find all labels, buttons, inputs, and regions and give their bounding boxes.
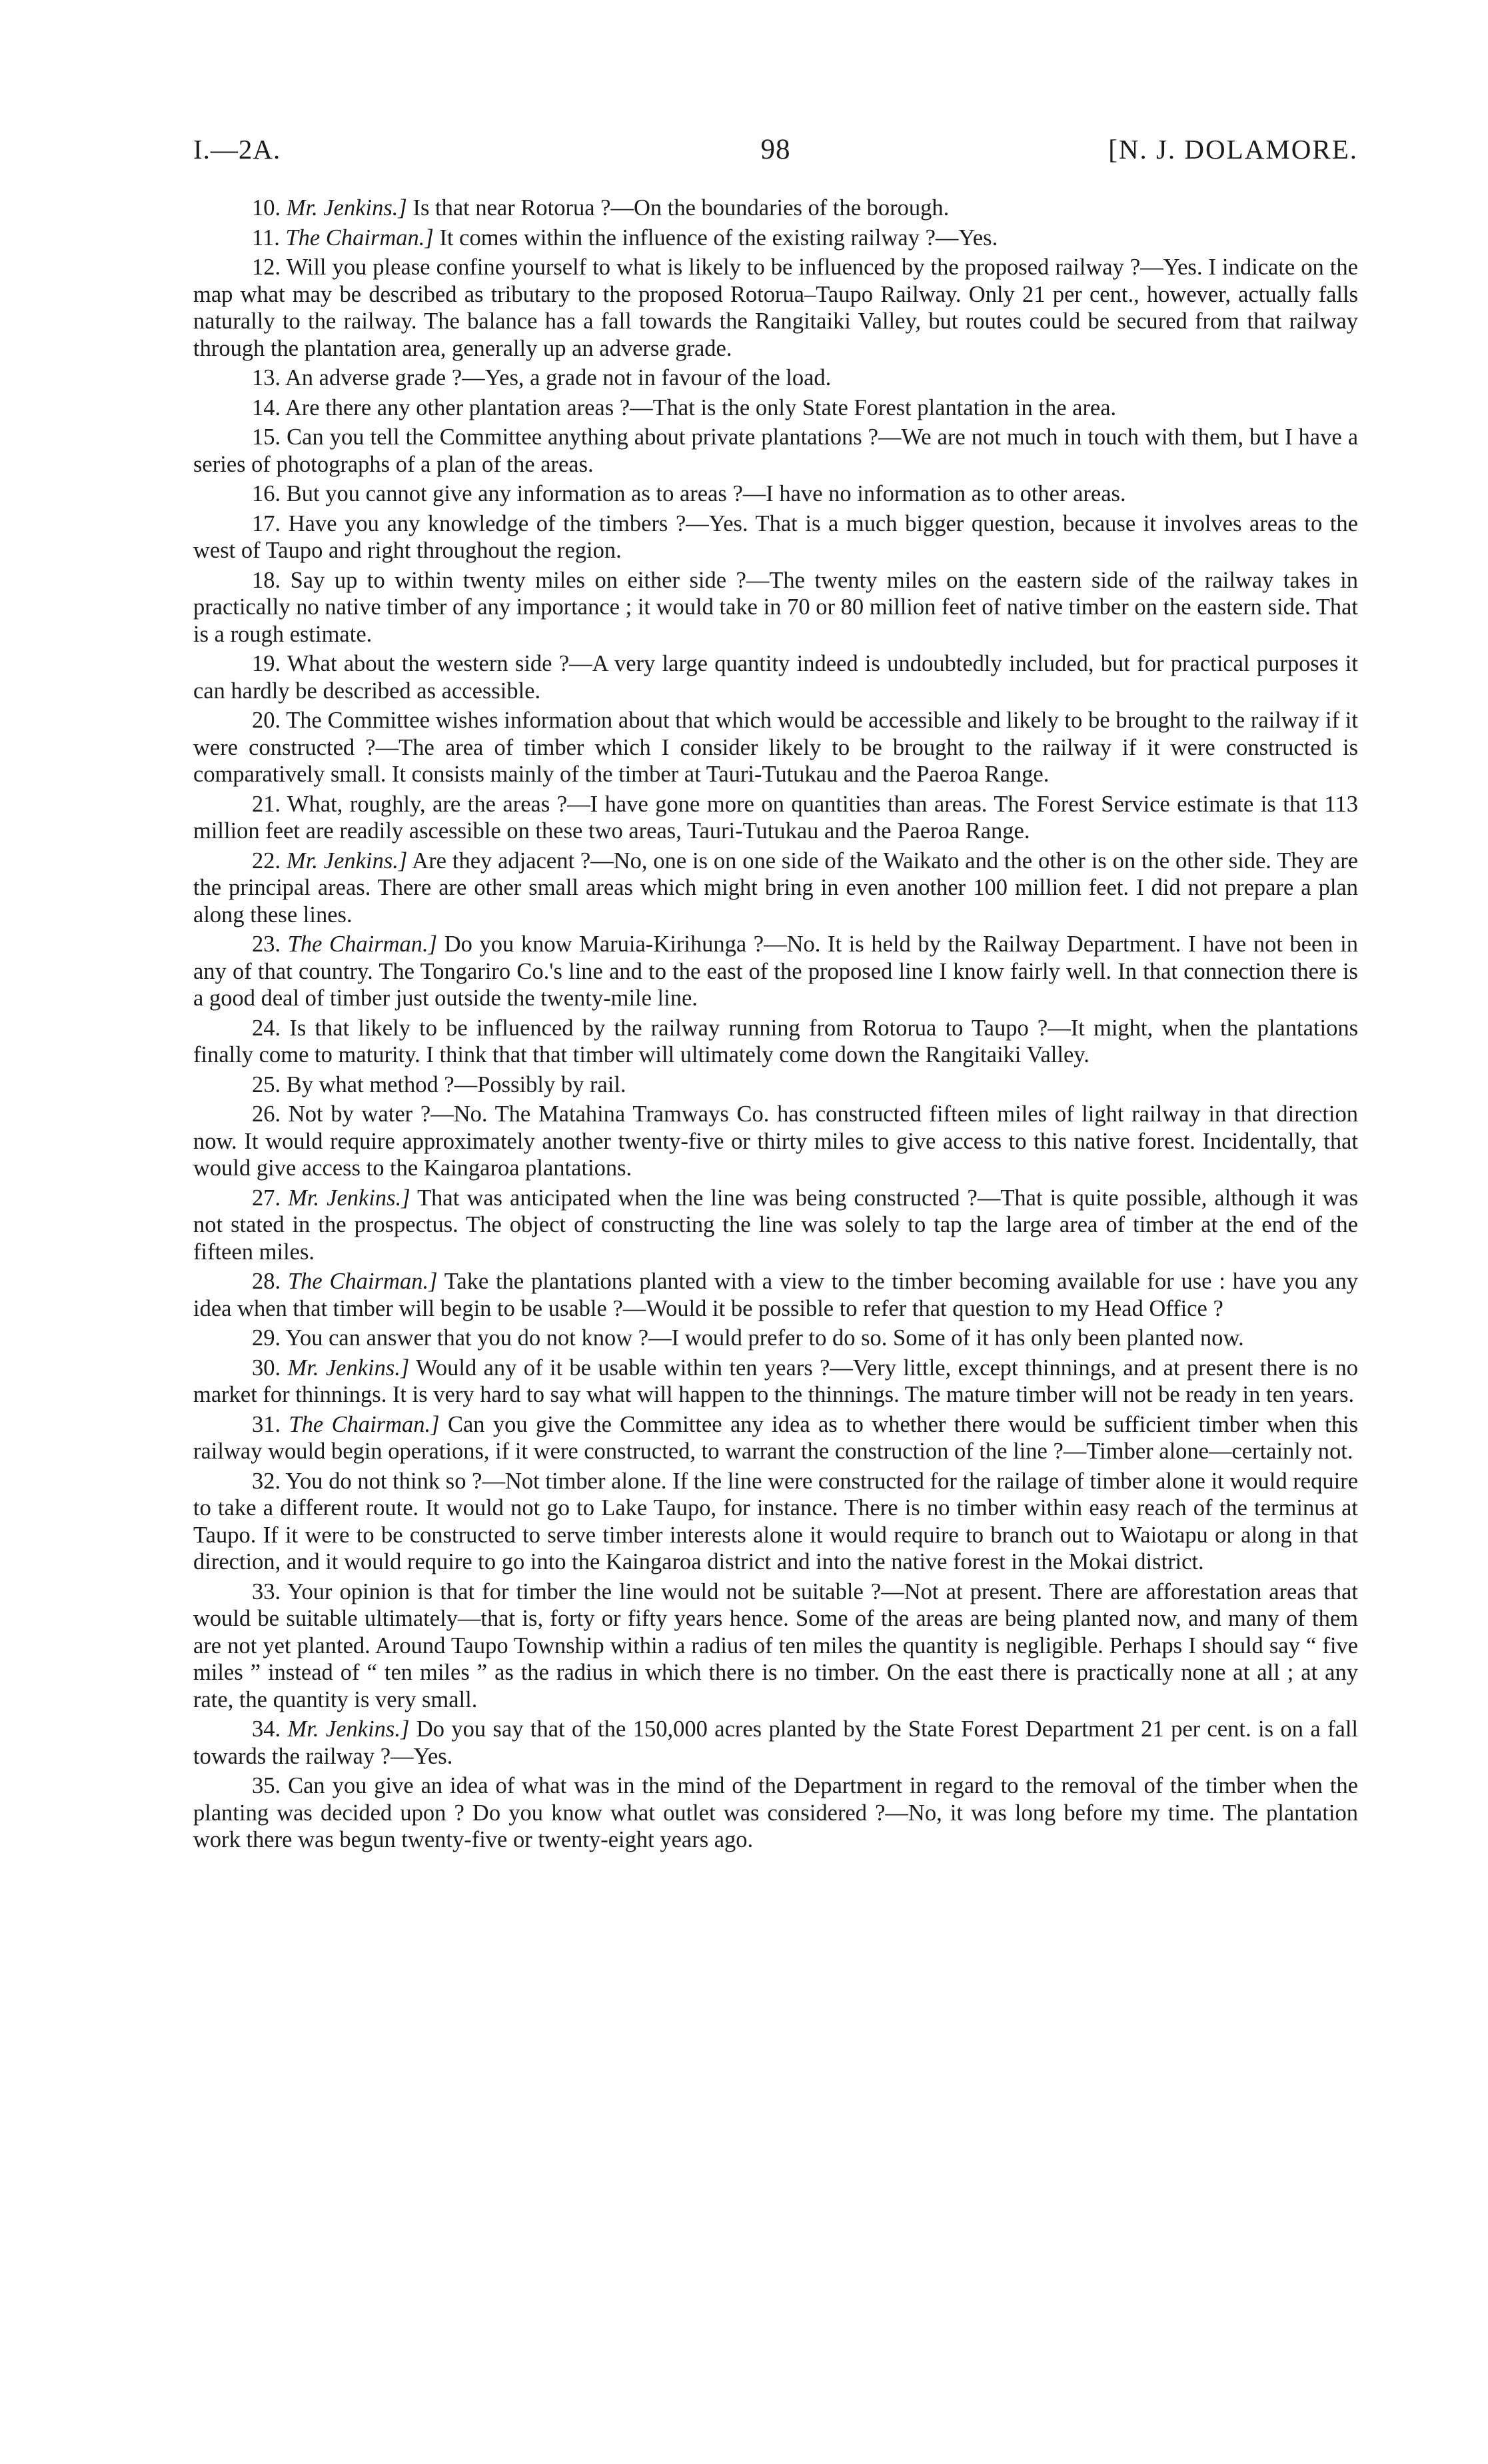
question-text: You do not think so ?—Not timber alone. If the line were constructed for the railage of timber alone it would require to take a different route. It would not go to Lake Taupo, for instance. There is no timber within easy reach of the terminus at Taupo. If it were to be constructed to serve timber interests alone it would require to branch out to Waiotapu or along in that direction, and it would require to go into the Kaingaroa district and into the native forest in the Mokai district. xyxy=(193,1468,1358,1574)
speaker: Mr. Jenkins.] xyxy=(287,1716,410,1742)
question-paragraph xyxy=(193,650,1358,704)
question-number: 16. xyxy=(252,481,281,506)
question-number: 24. xyxy=(252,1015,281,1041)
question-text: Your opinion is that for timber the line would not be suitable ?—Not at present. There are afforestation areas that would be suitable ultimately—that is, forty or fifty years hence. Some of the areas are being planted now, and many of them are not yet planted. Around Taupo Township within a radius of ten miles the quantity is negligible. Perhaps I should say “ five miles ” instead of “ ten miles ” as the radius in which there is no timber. On the east there is practically none at all ; at any rate, the quantity is very small. xyxy=(193,1578,1358,1712)
question-paragraph xyxy=(193,1015,1358,1069)
question-paragraph xyxy=(193,1185,1358,1266)
question-number: 33. xyxy=(252,1578,281,1604)
question-number: 11. xyxy=(252,225,280,251)
speaker: Mr. Jenkins.] xyxy=(288,1185,410,1211)
question-text: By what method ?—Possibly by rail. xyxy=(286,1071,626,1097)
question-text: Would any of it be usable within ten years ?—Very little, except thinnings, and at present there is no market for thinnings. It is very hard to say what will happen to the thinnings. The mature timber will not be ready in ten years. xyxy=(193,1355,1359,1407)
question-number: 12. xyxy=(252,255,281,280)
question-paragraph xyxy=(193,1355,1358,1409)
question-text: What about the western side ?—A very large quantity indeed is undoubtedly included, but for practical purposes it can hardly be described as accessible. xyxy=(193,651,1358,704)
parliamentary-paper-ref: I.—2A. xyxy=(193,134,281,165)
question-number: 31. xyxy=(252,1411,281,1437)
speaker: The Chairman.] xyxy=(287,1269,438,1294)
question-text: Are they adjacent ?—No, one is on one side of the Waikato and the other is on the other side. They are the principal areas. There are other small areas which might bring in even another 100 million feet. I did not prepare a plan along these lines. xyxy=(193,848,1358,927)
question-number: 20. xyxy=(252,708,281,733)
question-paragraph xyxy=(193,707,1358,788)
question-text: The Committee wishes information about that which would be accessible and likely to be brought to the railway if it were constructed ?—The area of timber which I consider likely to be brought to the railway if it were constructed is comparatively small. It consists mainly of the timber at Tauri-Tutukau and the Paeroa Range. xyxy=(193,708,1358,787)
question-paragraph xyxy=(193,225,1358,252)
question-paragraph xyxy=(193,424,1358,478)
question-paragraph xyxy=(193,1716,1358,1770)
question-number: 29. xyxy=(252,1325,281,1351)
question-text: An adverse grade ?—Yes, a grade not in favour of the load. xyxy=(285,365,832,390)
question-text: Are there any other plantation areas ?—That is the only State Forest plantation in the area. xyxy=(285,394,1117,420)
witness-name: [N. J. DOLAMORE. xyxy=(1108,134,1358,165)
question-text: Can you give the Committee any idea as to whether there would be sufficient timber when this railway would begin operations, if it were constructed, to warrant the construction of the line ?—Timber alone—certainly not. xyxy=(193,1411,1359,1464)
question-text: What, roughly, are the areas ?—I have gone more on quantities than areas. The Forest Service estimate is that 113 million feet are readily ascessible on these two areas, Tauri-Tutukau and the Paeroa Range. xyxy=(193,791,1358,844)
question-number: 17. xyxy=(252,510,281,536)
question-text: Can you give an idea of what was in the mind of the Department in regard to the removal of the timber when the planting was decided upon ? Do you know what outlet was considered ?—No, it was long before my time. The plantation work there was begun twenty-five or twenty-eight years ago. xyxy=(193,1773,1358,1852)
question-number: 10. xyxy=(252,195,281,221)
question-paragraph xyxy=(193,567,1358,648)
question-paragraph xyxy=(193,1071,1358,1099)
question-text: Is that near Rotorua ?—On the boundaries of the borough. xyxy=(412,195,950,221)
speaker: The Chairman.] xyxy=(289,1411,440,1437)
question-text: Do you know Maruia-Kirihunga ?—No. It is held by the Railway Department. I have not been in any of that country. The Tongariro Co.'s line and to the east of the proposed line I know fairly well. In that connection there is a good deal of timber just outside the twenty-mile line. xyxy=(193,931,1359,1011)
question-text: You can answer that you do not know ?—I would prefer to do so. Some of it has only been planted now. xyxy=(285,1325,1244,1351)
question-text: Do you say that of the 150,000 acres planted by the State Forest Department 21 per cent. is on a fall towards the railway ?—Yes. xyxy=(193,1716,1359,1769)
question-number: 35. xyxy=(252,1773,281,1798)
question-text: It comes within the influence of the existing railway ?—Yes. xyxy=(439,225,998,251)
question-number: 14. xyxy=(252,394,281,420)
speaker: Mr. Jenkins.] xyxy=(286,195,407,221)
question-text: Will you please confine yourself to what is likely to be influenced by the proposed railway ?—Yes. I indicate on the map what may be described as tributary to the proposed Rotorua–Taupo Railway. Only 21 per cent., however, actually falls naturally to the railway. The balance has a fall towards the Rangitaiki Valley, but routes could be secured from that railway through the plantation area, generally up an adverse grade. xyxy=(193,255,1358,361)
question-paragraph xyxy=(193,791,1358,845)
question-paragraph xyxy=(193,195,1358,222)
speaker: The Chairman.] xyxy=(287,931,438,957)
question-number: 18. xyxy=(252,567,281,593)
question-number: 30. xyxy=(252,1355,281,1381)
question-number: 25. xyxy=(252,1071,281,1097)
speaker: Mr. Jenkins.] xyxy=(286,848,408,874)
question-number: 21. xyxy=(252,791,281,817)
speaker: Mr. Jenkins.] xyxy=(287,1355,410,1381)
question-number: 27. xyxy=(252,1185,281,1211)
question-text: Say up to within twenty miles on either side ?—The twenty miles on the eastern side of the railway takes in practically no native timber of any importance ; it would take in 70 or 80 million feet of native timber on the eastern side. That is a rough estimate. xyxy=(193,567,1358,647)
question-paragraph xyxy=(193,1468,1358,1576)
question-number: 26. xyxy=(252,1101,281,1127)
question-text: Not by water ?—No. The Matahina Tramways Co. has constructed fifteen miles of light railway in that direction now. It would require approximately another twenty-five or thirty miles to give access to this native forest. Incidentally, that would give access to the Kaingaroa plantations. xyxy=(193,1101,1359,1181)
evidence-text xyxy=(193,195,1358,1856)
question-text: Take the plantations planted with a view to the timber becoming available for use : have you any idea when that timber will begin to be usable ?—Would it be possible to refer that question to my Head Office ? xyxy=(193,1269,1359,1321)
question-paragraph xyxy=(193,394,1358,422)
question-paragraph xyxy=(193,1325,1358,1352)
question-number: 32. xyxy=(252,1468,281,1494)
question-number: 22. xyxy=(252,848,281,874)
question-number: 19. xyxy=(252,651,281,676)
question-text: Is that likely to be influenced by the railway running from Rotorua to Taupo ?—It might, when the plantations finally come to maturity. I think that that timber will ultimately come down the Rangitaiki Valley. xyxy=(193,1015,1358,1067)
question-text: But you cannot give any information as to areas ?—I have no information as to other areas. xyxy=(286,481,1126,506)
question-number: 15. xyxy=(252,424,281,450)
question-text: That was anticipated when the line was being constructed ?—That is quite possible, although it was not stated in the prospectus. The object of constructing the line was solely to tap the large area of timber at the end of the fifteen miles. xyxy=(193,1185,1358,1265)
question-number: 13. xyxy=(252,365,281,390)
question-paragraph xyxy=(193,848,1358,929)
question-paragraph xyxy=(193,1268,1358,1322)
question-text: Can you tell the Committee anything about private plantations ?—We are not much in touch with them, but I have a series of photographs of a plan of the areas. xyxy=(193,424,1359,477)
question-paragraph xyxy=(193,510,1358,564)
question-number: 28. xyxy=(252,1269,281,1294)
question-number: 34. xyxy=(252,1716,281,1742)
question-paragraph xyxy=(193,1578,1358,1714)
question-paragraph xyxy=(193,1772,1358,1854)
page-number: 98 xyxy=(760,134,791,165)
question-paragraph xyxy=(193,1101,1358,1182)
page-header xyxy=(193,133,1358,180)
question-paragraph xyxy=(193,1411,1358,1465)
question-paragraph xyxy=(193,254,1358,362)
question-number: 23. xyxy=(252,931,281,957)
question-paragraph xyxy=(193,364,1358,392)
question-text: Have you any knowledge of the timbers ?—Yes. That is a much bigger question, because it involves areas to the west of Taupo and right throughout the region. xyxy=(193,510,1358,563)
question-paragraph xyxy=(193,931,1358,1012)
question-paragraph xyxy=(193,480,1358,508)
speaker: The Chairman.] xyxy=(285,225,434,251)
